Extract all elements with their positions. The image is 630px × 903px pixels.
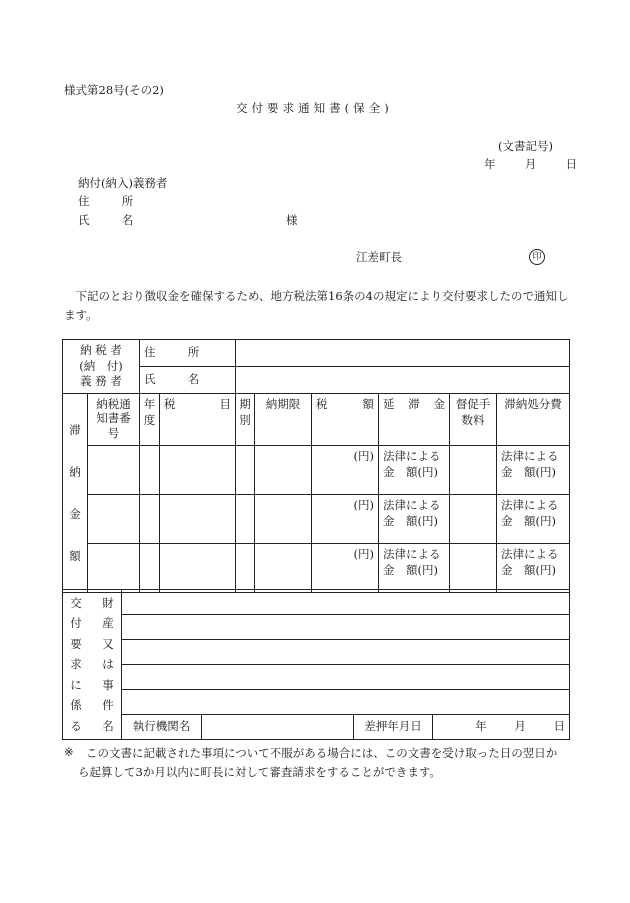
issuer-name: 江差町長 — [356, 250, 402, 264]
yen-unit: (円) — [312, 495, 379, 544]
note-mark: ※ — [64, 745, 74, 759]
law-amount: 法律による 金 額(円) — [379, 544, 450, 593]
seizure-date-label: 差押年月日 — [354, 715, 433, 740]
taxpayer-address-value — [236, 340, 570, 367]
note-line-1: この文書に記載された事項について不服がある場合には、この文書を受け取った日の翌日か — [86, 746, 558, 760]
honorific: 様 — [286, 213, 298, 227]
law-amount: 法律による 金 額(円) — [497, 544, 570, 593]
law-amount: 法律による 金 額(円) — [497, 446, 570, 495]
table-row — [63, 446, 570, 495]
col-reminder-fee: 督促手数料 — [450, 394, 497, 446]
name-label: 氏 名 — [78, 213, 144, 227]
col-due-date: 納期限 — [255, 394, 312, 446]
law-amount: 法律による 金 額(円) — [379, 495, 450, 544]
seal-mark: 印 — [529, 248, 545, 265]
note-line-2: ら起算して3か月以内に町長に対して審査請求をすることができます。 — [78, 765, 441, 779]
property-line — [122, 690, 570, 715]
property-line — [122, 640, 570, 665]
law-amount: 法律による 金 額(円) — [379, 446, 450, 495]
date-month: 月 — [524, 157, 537, 171]
taxpayer-name-value — [236, 367, 570, 394]
date-year: 年 — [484, 157, 496, 171]
executing-agency-label: 執行機関名 — [122, 715, 202, 740]
body-text: 下記のとおり徴収金を確保するため、地方税法第16条の4の規定により交付要求したので通知します。 — [64, 289, 569, 322]
issue-date — [484, 156, 577, 172]
col-fiscal-year: 年度 — [140, 394, 160, 446]
yen-unit: (円) — [312, 544, 379, 593]
request-table — [62, 339, 570, 593]
law-amount: 法律による 金 額(円) — [497, 495, 570, 544]
taxpayer-label-cell: 納 税 者 (納 付) 義 務 者 — [63, 340, 140, 394]
property-table — [62, 589, 570, 740]
col-tax-amount: 税 額 — [312, 394, 379, 446]
address-label: 住 所 — [78, 194, 144, 208]
property-line — [122, 590, 570, 615]
delinquent-amount-label: 滞納金額 — [63, 394, 88, 593]
document-number: (文書記号) — [498, 139, 553, 153]
obligor-label: 納付(納入)義務者 — [78, 176, 168, 190]
col-disposal-cost: 滞納処分費 — [497, 394, 570, 446]
property-line — [122, 615, 570, 640]
table-row — [63, 495, 570, 544]
property-label: 交付要求に係る 財産又は事件名 — [63, 590, 122, 740]
table-address-label: 住 所 — [140, 340, 236, 367]
property-line — [122, 665, 570, 690]
col-period: 期別 — [236, 394, 255, 446]
col-tax-item: 税 目 — [160, 394, 236, 446]
table-name-label: 氏 名 — [140, 367, 236, 394]
date-day: 日 — [565, 157, 578, 171]
yen-unit: (円) — [312, 446, 379, 495]
executing-agency-value — [202, 715, 354, 740]
col-late-fee: 延 滞 金 — [379, 394, 450, 446]
col-notice-number: 納税通知書番号 — [88, 394, 140, 446]
document-title: 交付要求通知書(保全) — [236, 101, 393, 115]
form-number: 様式第28号(その2) — [64, 83, 164, 97]
seizure-date-value: 年 月 日 — [433, 715, 570, 740]
table-row — [63, 544, 570, 593]
